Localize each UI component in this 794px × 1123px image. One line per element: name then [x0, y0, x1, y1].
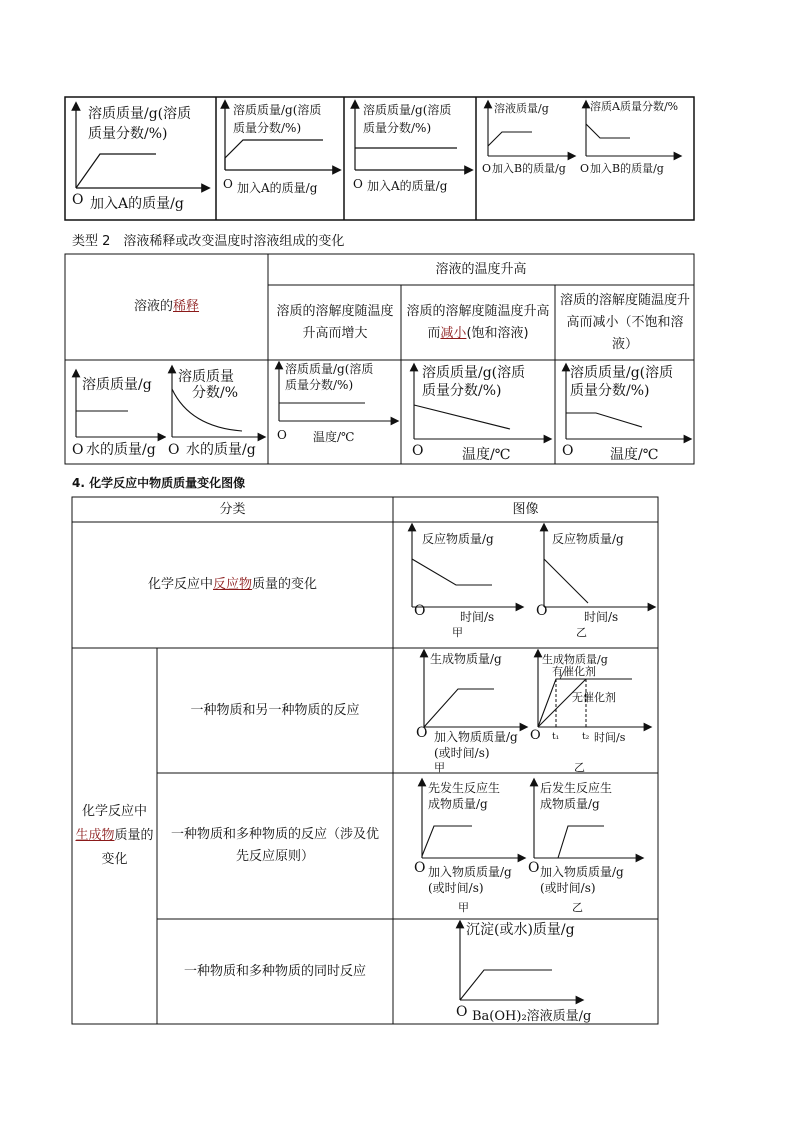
graph-first-product-jia	[394, 774, 528, 919]
x-label: 时间/s	[594, 731, 626, 744]
x-label: 时间/s	[460, 610, 495, 624]
origin: O	[562, 443, 574, 459]
y-label: 溶质质量/g(溶质	[233, 103, 322, 117]
x-label: 温度/℃	[313, 430, 355, 444]
origin: O	[416, 725, 428, 741]
x-label: 加入A的质量/g	[90, 196, 184, 212]
x-label: 温度/℃	[462, 447, 511, 463]
sub-header-2: 溶质的溶解度随温度升高而减小(饱和溶液)	[406, 303, 550, 341]
y-label: 溶质质量/g(溶质	[570, 365, 674, 381]
y-label: 质量分数/%)	[88, 126, 168, 142]
y-label: 质量分数/%)	[363, 121, 432, 135]
graph-temp-saturated	[402, 361, 555, 464]
x-label: 水的质量/g	[86, 442, 156, 458]
x-label: 加入A的质量/g	[237, 181, 318, 195]
origin: O	[414, 860, 426, 876]
y-label: 质量分数/%)	[570, 383, 650, 399]
dilution-header	[66, 255, 267, 359]
origin: O	[353, 177, 363, 191]
origin: O	[414, 603, 426, 619]
x-label: (或时间/s)	[540, 881, 596, 895]
origin: O	[412, 443, 424, 459]
origin: O	[530, 728, 541, 743]
y-label: 沉淀(或水)质量/g	[466, 922, 575, 938]
y-label: 反应物质量/g	[422, 532, 494, 546]
y-label: 溶质质量/g(溶质	[285, 362, 374, 376]
origin: O	[277, 428, 287, 442]
x-label: 加入物质质量/g	[428, 865, 512, 879]
section4-heading: 4. 化学反应中物质质量变化图像	[72, 476, 246, 490]
y-label: 溶质A质量分数/%	[590, 100, 679, 113]
graph-later-product-yi	[528, 774, 658, 919]
y-label: 反应物质量/g	[552, 532, 624, 546]
x-label: 温度/℃	[610, 447, 659, 463]
graph-solute-vs-A-1	[66, 98, 216, 220]
y-label: 后发生反应生	[540, 781, 613, 795]
y-label: 溶质质量/g(溶质	[363, 103, 452, 117]
dilution-text: 溶液的	[133, 299, 173, 314]
graph-product-jia	[394, 649, 530, 773]
x-label: 加入B的质量/g	[492, 162, 566, 175]
sub-header-1: 溶质的溶解度随温度升高而增大	[276, 303, 394, 341]
y-label: 质量分数/%)	[422, 383, 502, 399]
t1-label: t₁	[552, 732, 560, 742]
origin: O	[580, 162, 590, 175]
graph-precipitate	[394, 920, 657, 1023]
y-label: 成物质量/g	[540, 797, 600, 811]
x-label: (或时间/s)	[428, 881, 484, 895]
row-one-to-one: 一种物质和另一种物质的反应	[190, 702, 360, 718]
without-catalyst-label: 无催化剂	[572, 691, 616, 704]
y-label: 溶质质量/g(溶质	[422, 365, 526, 381]
temp-header: 溶液的温度升高	[435, 261, 527, 277]
with-catalyst-label: 有催化剂	[552, 665, 596, 678]
x-label: 加入B的质量/g	[590, 162, 664, 175]
y-label: 溶质质量/g(溶质	[88, 106, 192, 122]
origin: O	[536, 603, 548, 619]
caption: 甲	[458, 901, 469, 914]
graph-dilution-fraction	[164, 361, 268, 464]
y-label: 分数/%	[192, 385, 239, 401]
row-reactant: 化学反应中反应物质量的变化	[147, 577, 318, 592]
row-simultaneous: 一种物质和多种物质的同时反应	[183, 963, 366, 979]
x-label: (或时间/s)	[434, 746, 490, 760]
origin: O	[72, 192, 84, 208]
origin: O	[482, 162, 492, 175]
caption: 甲	[452, 626, 463, 639]
y-label: 溶质质量	[178, 369, 234, 385]
type2-heading: 类型 2 溶液稀释或改变温度时溶液组成的变化	[72, 234, 345, 249]
dilution-highlight: 稀释	[173, 299, 200, 314]
origin: O	[528, 860, 540, 876]
graph-temp-solute-increase	[269, 361, 401, 464]
caption: 乙	[572, 901, 583, 914]
caption: 甲	[434, 761, 445, 773]
x-label: Ba(OH)₂溶液质量/g	[472, 1009, 592, 1023]
x-label: 时间/s	[584, 610, 619, 624]
graph-reactant-yi	[526, 523, 658, 647]
graph-solution-vs-B	[478, 98, 578, 220]
graph-solute-vs-A-2	[217, 98, 344, 220]
origin: O	[72, 442, 84, 458]
origin: O	[223, 177, 233, 191]
row-one-to-many-priority: 一种物质和多种物质的反应（涉及优先反应原则）	[170, 827, 379, 864]
x-label: 加入A的质量/g	[367, 179, 448, 193]
y-label: 先发生反应生	[428, 781, 501, 795]
caption: 乙	[576, 626, 587, 639]
graph-product-catalyst-yi	[530, 649, 658, 773]
graph-dilution-solute	[66, 361, 166, 464]
col-class-header: 分类	[219, 501, 246, 517]
y-label: 生成物质量/g	[542, 653, 608, 666]
col-image-header: 图像	[512, 501, 539, 517]
y-label: 溶液质量/g	[494, 102, 549, 115]
x-label: 加入物质质量/g	[540, 865, 624, 879]
caption: 乙	[574, 761, 585, 773]
t2-label: t₂	[582, 732, 590, 742]
y-label: 溶质质量/g	[82, 377, 152, 393]
graph-solute-vs-A-3	[345, 98, 476, 220]
origin: O	[168, 442, 180, 458]
graph-temp-unsaturated	[556, 361, 694, 464]
y-label: 成物质量/g	[428, 797, 488, 811]
graph-solute-A-fraction-vs-B	[578, 98, 692, 220]
y-label: 生成物质量/g	[430, 652, 502, 666]
origin: O	[456, 1004, 468, 1020]
sub-header-3: 溶质的溶解度随温度升高而减小（不饱和溶液）	[559, 292, 690, 352]
y-label: 质量分数/%)	[233, 121, 302, 135]
x-label: 加入物质质量/g	[434, 730, 518, 744]
x-label: 水的质量/g	[186, 442, 256, 458]
y-label: 质量分数/%)	[285, 378, 354, 392]
group-product-label: 化学反应中 生成物质量的变化	[75, 804, 154, 867]
graph-reactant-jia	[394, 523, 526, 647]
